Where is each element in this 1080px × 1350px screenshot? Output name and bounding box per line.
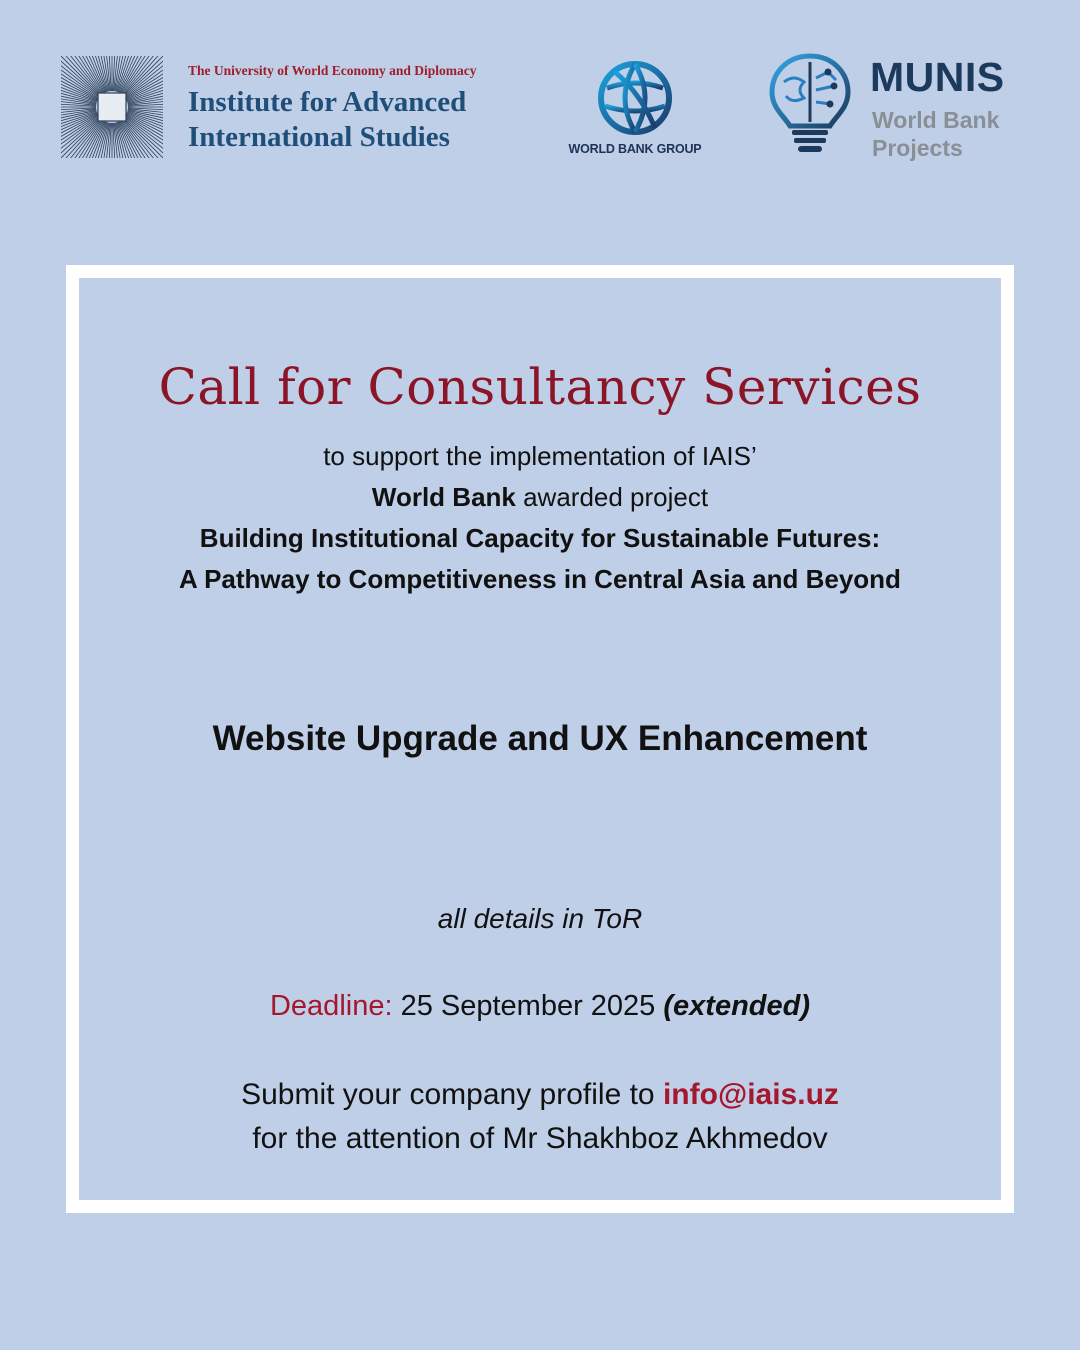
iais-institute-name xyxy=(188,85,466,155)
contact-email-link[interactable]: info@iais.uz xyxy=(662,1078,839,1111)
page-title: Call for Consultancy Services xyxy=(158,358,922,416)
award-line xyxy=(0,482,1080,513)
intro-text: to support the implementation of IAIS’ xyxy=(323,441,757,471)
deadline-line xyxy=(0,990,1080,1023)
munis-subtitle-line1: World Bank xyxy=(872,107,1000,133)
iais-name-line1: Institute for Advanced xyxy=(188,86,467,118)
iais-logo xyxy=(60,55,510,161)
submit-line xyxy=(0,1078,1080,1112)
munis-subtitle xyxy=(872,106,999,162)
project-title-line2: A Pathway to Competitiveness in Central Asia and Beyond xyxy=(179,564,901,594)
world-bank-globe-icon xyxy=(595,58,675,138)
deadline-date: 25 September 2025 xyxy=(392,990,664,1022)
munis-logo xyxy=(768,52,1048,162)
iais-university-name: The University of World Economy and Diplomacy xyxy=(188,63,477,78)
brain-lightbulb-icon xyxy=(768,52,852,156)
service-title: Website Upgrade and UX Enhancement xyxy=(212,719,868,758)
award-world-bank: World Bank xyxy=(371,482,516,512)
world-bank-logo xyxy=(562,58,708,160)
iais-name-line2: International Studies xyxy=(188,121,450,153)
world-bank-label: WORLD BANK GROUP xyxy=(568,142,702,156)
logo-header xyxy=(0,0,1080,200)
submit-text: Submit your company profile to xyxy=(241,1078,663,1111)
details-text: all details in ToR xyxy=(437,903,643,934)
iais-sunburst-icon xyxy=(60,55,164,159)
munis-title: MUNIS xyxy=(870,54,1005,100)
award-rest: awarded project xyxy=(515,482,709,512)
deadline-label: Deadline: xyxy=(269,990,393,1022)
munis-subtitle-line2: Projects xyxy=(872,135,963,161)
project-title-line1: Building Institutional Capacity for Sustainable Futures: xyxy=(199,523,881,553)
attention-line: for the attention of Mr Shakhboz Akhmedov xyxy=(252,1122,828,1155)
deadline-note: (extended) xyxy=(663,990,811,1022)
